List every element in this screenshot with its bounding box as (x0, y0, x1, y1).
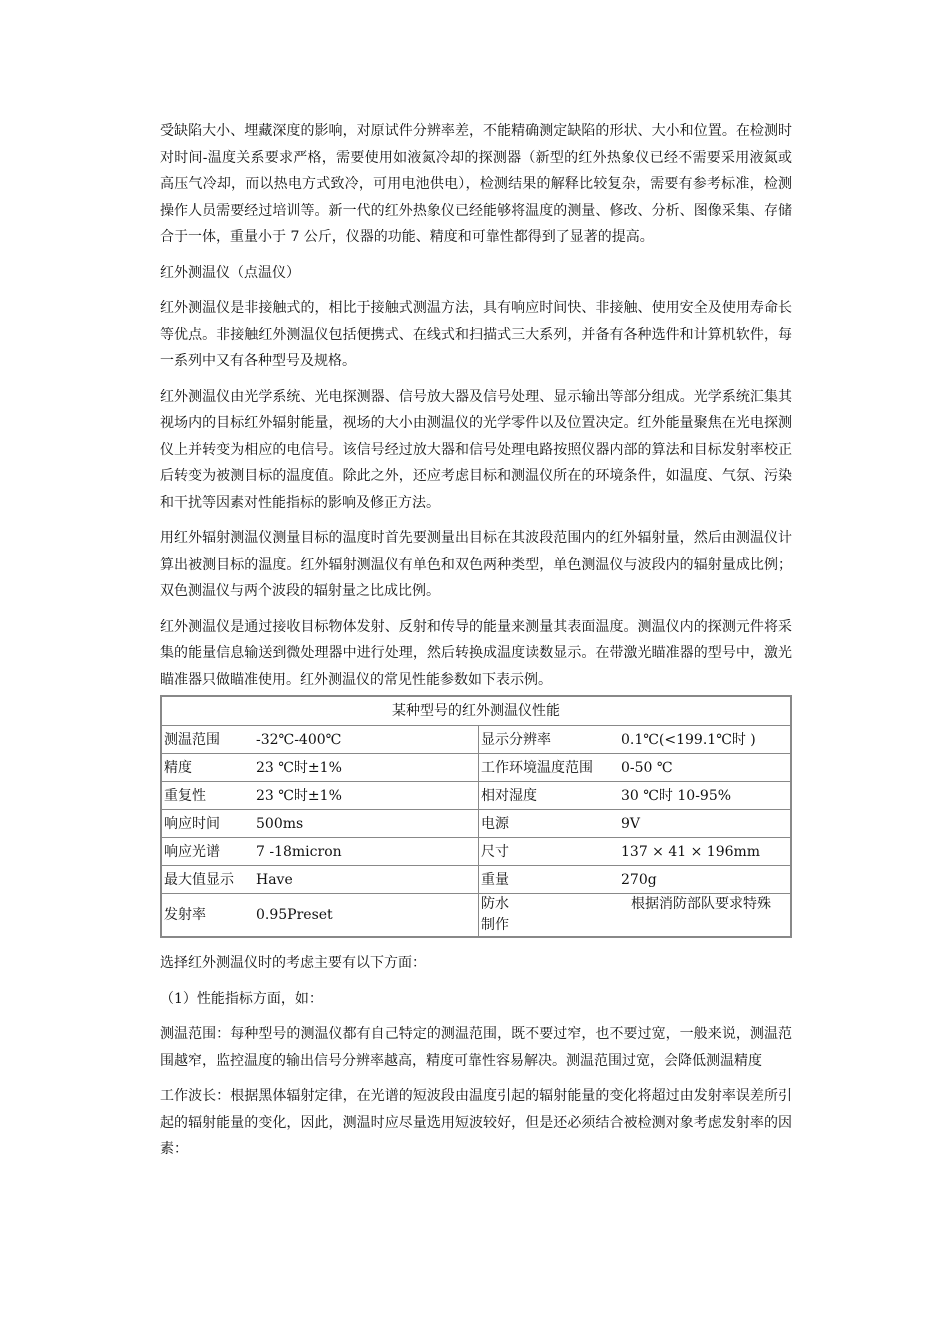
table-row (161, 726, 791, 754)
paragraph: 受缺陷大小、埋藏深度的影响，对原试件分辨率差，不能精确测定缺陷的形状、大小和位置。在检测时对时间-温度关系要求严格，需要使用如液氮冷却的探测器（新型的红外热象仪已经不需要采用液氮或高压气冷却，而以热电方式致冷，可用电池供电），检测结果的解释比较复杂，需要有参考标准，检测操作人员需要经过培训等。新一代的红外热象仪已经能够将温度的测量、修改、分析、图像采集、存储合于一体，重量小于 7 公斤，仪器的功能、精度和可靠性都得到了显著的提高。 (160, 123, 792, 245)
table-row (161, 782, 791, 810)
table-cell: 响应光谱 7 -18micron (161, 838, 479, 866)
spec-table (160, 695, 792, 938)
table-cell: 重复性 23 ℃时±1% (161, 782, 479, 810)
paragraph: 测温范围：每种型号的测温仪都有自己特定的测温范围，既不要过窄，也不要过宽，一般来说，测温范围越窄，监控温度的输出信号分辨率越高，精度可靠性容易解决。测温范围过宽，会降低测温精度 (160, 1026, 792, 1069)
table-cell: 测温范围 -32℃-400℃ (161, 726, 479, 754)
table-cell: 电源 9V (479, 810, 792, 838)
table-cell: 相对湿度 30 ℃时 10-95% (479, 782, 792, 810)
table-cell: 精度 23 ℃时±1% (161, 754, 479, 782)
table-row (161, 754, 791, 782)
paragraph: 红外测温仪是通过接收目标物体发射、反射和传导的能量来测量其表面温度。测温仪内的探测元件将采集的能量信息输送到微处理器中进行处理，然后转换成温度读数显示。在带激光瞄准器的型号中，激光瞄准器只做瞄准使用。红外测温仪的常见性能参数如下表示例。 (160, 618, 792, 688)
table-cell: 发射率 0.95Preset (161, 894, 479, 938)
table-row (161, 894, 791, 938)
paragraph: 选择红外测温仪时的考虑主要有以下方面： (160, 955, 426, 971)
table-row (161, 838, 791, 866)
paragraph: 用红外辐射测温仪测量目标的温度时首先要测量出目标在其波段范围内的红外辐射量，然后由测温仪计算出被测目标的温度。红外辐射测温仪有单色和双色两种类型，单色测温仪与波段内的辐射量成比例；双色测温仪与两个波段的辐射量之比成比例。 (160, 530, 792, 599)
table-caption: 某种型号的红外测温仪性能 (161, 696, 791, 726)
paragraph: 红外测温仪由光学系统、光电探测器、信号放大器及信号处理、显示输出等部分组成。光学系统汇集其视场内的目标红外辐射能量，视场的大小由测温仪的光学零件以及位置决定。红外能量聚焦在光电探测仪上并转变为相应的电信号。该信号经过放大器和信号处理电路按照仪器内部的算法和目标发射率校正后转变为被测目标的温度值。除此之外，还应考虑目标和测温仪所在的环境条件，如温度、气氛、污染和干扰等因素对性能指标的影响及修正方法。 (160, 388, 792, 511)
table-row (161, 810, 791, 838)
paragraph: 工作波长：根据黑体辐射定律，在光谱的短波段由温度引起的辐射能量的变化将超过由发射率误差所引起的辐射能量的变化，因此，测温时应尽量选用短波较好，但是还必须结合被检测对象考虑发射率的因素： (160, 1088, 792, 1157)
paragraph: 红外测温仪是非接触式的，相比于接触式测温方法，具有响应时间快、非接触、使用安全及使用寿命长等优点。非接触红外测温仪包括便携式、在线式和扫描式三大系列，并备有各种选件和计算机软件，每一系列中又有各种型号及规格。 (160, 300, 792, 369)
list-heading: （1）性能指标方面，如： (160, 990, 323, 1007)
table-cell: 尺寸 137 × 41 × 196mm (479, 838, 792, 866)
table-cell: 工作环境温度范围 0-50 ℃ (479, 754, 792, 782)
table-cell: 重量 270g (479, 866, 792, 894)
table-cell: 防水制作 根据消防部队要求特殊 (479, 894, 792, 938)
document-page (160, 118, 792, 1172)
table-cell: 显示分辨率 0.1℃(<199.1℃时 ) (479, 726, 792, 754)
table-cell: 最大值显示 Have (161, 866, 479, 894)
section-heading: 红外测温仪（点温仪） (160, 264, 300, 281)
table-cell: 响应时间 500ms (161, 810, 479, 838)
table-row (161, 866, 791, 894)
